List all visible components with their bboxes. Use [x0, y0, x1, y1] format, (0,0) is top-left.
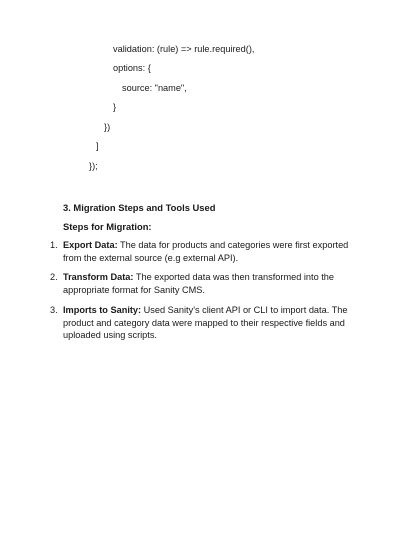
step-description: The data for products and categories were first exported from the external source (e.g external API). [63, 240, 349, 263]
code-line-options-close: } [113, 102, 117, 112]
code-line-define-close: }); [89, 161, 98, 171]
list-number: 2. [50, 272, 58, 283]
code-line-validation: validation: (rule) => rule.required(), [113, 44, 255, 54]
step-term: Export Data: [63, 240, 118, 250]
code-line-object-close: }) [104, 122, 111, 132]
section-heading: 3. Migration Steps and Tools Used [63, 202, 216, 213]
list-number: 1. [50, 240, 58, 250]
list-item-transform-data [50, 271, 363, 296]
step-term: Transform Data: [63, 272, 134, 283]
step-description: Used Sanity's client API or CLI to import data. The product and category data were mapped to their respective fields and uploaded using scripts. [63, 304, 348, 341]
steps-subheading: Steps for Migration: [63, 221, 152, 232]
code-line-options-open: options: { [113, 63, 151, 73]
step-term: Imports to Sanity: [63, 304, 142, 315]
list-number: 3. [50, 304, 58, 315]
migration-steps-list [50, 239, 363, 349]
code-line-source: source: "name", [122, 83, 187, 93]
list-item-export-data [50, 239, 363, 264]
code-line-array-close: ] [96, 141, 99, 151]
step-description: The exported data was then transformed into the appropriate format for Sanity CMS. [63, 272, 335, 296]
list-item-imports-to-sanity [50, 304, 363, 342]
